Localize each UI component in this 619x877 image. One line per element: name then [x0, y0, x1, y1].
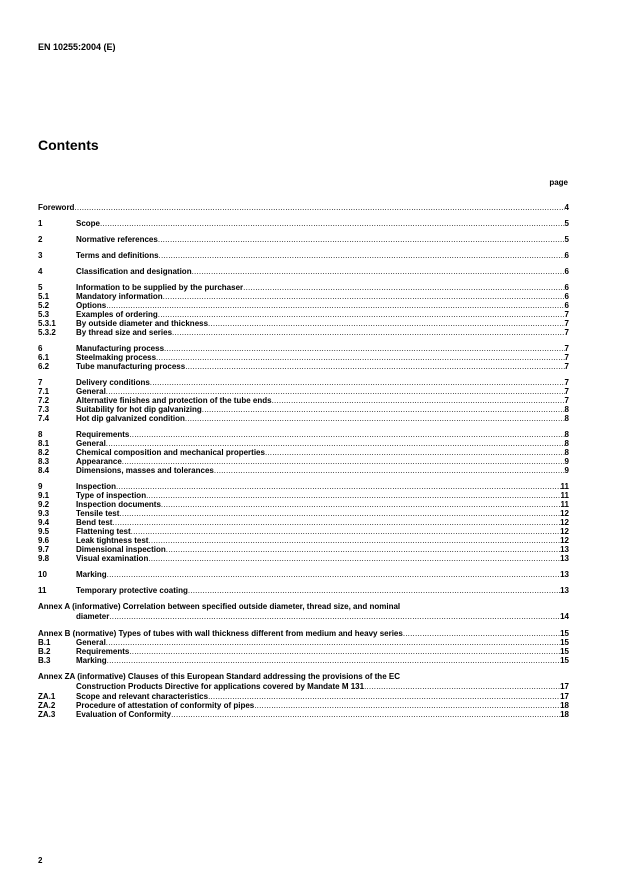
leader-dots [148, 536, 560, 545]
toc-entry[interactable] [38, 362, 569, 371]
toc-entry-page: 7 [564, 378, 569, 387]
leader-dots [364, 682, 560, 692]
table-of-contents [38, 203, 569, 719]
leader-dots [156, 353, 565, 362]
toc-entry-page: 18 [560, 701, 569, 710]
toc-entry-page: 13 [560, 554, 569, 563]
toc-entry[interactable] [38, 545, 569, 554]
toc-entry[interactable] [38, 310, 569, 319]
leader-dots [131, 527, 560, 536]
leader-dots [112, 518, 560, 527]
toc-entry-page: 12 [560, 527, 569, 536]
toc-entry-page: 13 [560, 586, 569, 595]
toc-entry-page: 7 [564, 362, 569, 371]
toc-entry-title: Temporary protective coating [76, 586, 188, 595]
toc-entry-page: 6 [564, 251, 569, 260]
toc-entry-page: 11 [560, 500, 569, 509]
toc-entry-number: ZA.3 [38, 710, 56, 719]
annex-za-page: 17 [560, 682, 569, 691]
toc-entry-number: 5.1 [38, 292, 50, 301]
toc-entry[interactable] [38, 430, 569, 439]
toc-entry-title: Manufacturing process [76, 344, 165, 353]
toc-entry-page: 7 [564, 353, 569, 362]
toc-entry-title: Inspection documents [76, 500, 161, 509]
annex-za-title-line2: Construction Products Directive for applications covered by Mandate M 131 [76, 682, 365, 691]
toc-entry[interactable] [38, 251, 569, 260]
leader-dots [100, 219, 565, 228]
leader-dots [146, 491, 560, 500]
leader-dots [214, 466, 565, 475]
toc-entry-page: 7 [564, 310, 569, 319]
leader-dots [129, 430, 564, 439]
toc-entry-title: Evaluation of Conformity [76, 710, 172, 719]
document-id: EN 10255:2004 (E) [38, 42, 116, 52]
leader-dots [243, 283, 564, 292]
toc-entry[interactable] [38, 491, 569, 500]
toc-entry-page: 6 [564, 292, 569, 301]
toc-entry-title: Dimensions, masses and tolerances [76, 466, 214, 475]
toc-entry[interactable] [38, 527, 569, 536]
annex-b-title: Annex B (normative) Types of tubes with wall thickness different from medium and heavy series [38, 629, 403, 638]
toc-entry-page: 8 [564, 414, 569, 423]
toc-entry-number: 3 [38, 251, 43, 260]
toc-entry-number: 9.4 [38, 518, 50, 527]
leader-dots [129, 647, 560, 656]
toc-entry-number: 5.3.2 [38, 328, 56, 337]
toc-entry-number: 9.5 [38, 527, 50, 536]
leader-dots [403, 629, 560, 638]
leader-dots [166, 545, 560, 554]
toc-entry-title: Requirements [76, 647, 130, 656]
toc-entry-number: 4 [38, 267, 43, 276]
toc-entry-page: 7 [564, 319, 569, 328]
toc-entry-title: Chemical composition and mechanical properties [76, 448, 265, 457]
toc-entry[interactable] [38, 203, 569, 212]
toc-entry-page: 6 [564, 283, 569, 292]
toc-entry-number: 8.4 [38, 466, 50, 475]
toc-entry[interactable] [38, 267, 569, 276]
toc-entry-title: General [76, 439, 106, 448]
leader-dots [158, 310, 565, 319]
leader-dots [106, 301, 564, 310]
toc-entry[interactable] [38, 518, 569, 527]
toc-entry-title: Classification and designation [76, 267, 192, 276]
toc-entry-page: 11 [560, 482, 569, 491]
toc-entry-title: Scope [76, 219, 101, 228]
leader-dots [265, 448, 565, 457]
toc-entry-title: General [76, 638, 106, 647]
toc-entry-page: 9 [564, 457, 569, 466]
toc-entry[interactable] [38, 387, 569, 396]
toc-entry[interactable] [38, 509, 569, 518]
toc-entry-title: Steelmaking process [76, 353, 157, 362]
toc-entry-title: Information to be supplied by the purchaser [76, 283, 244, 292]
toc-entry-title: Delivery conditions [76, 378, 150, 387]
toc-entry-page: 6 [564, 267, 569, 276]
toc-entry-title: Marking [76, 656, 107, 665]
leader-dots [161, 500, 561, 509]
toc-entry-number: 7 [38, 378, 43, 387]
toc-entry-title: Terms and definitions [76, 251, 159, 260]
toc-entry[interactable] [38, 554, 569, 563]
toc-entry-title: Flattening test [76, 527, 131, 536]
toc-entry-page: 18 [560, 710, 569, 719]
toc-entry-number: 9.3 [38, 509, 50, 518]
leader-dots [171, 710, 560, 719]
leader-dots [107, 570, 560, 579]
toc-entry-number: 9.6 [38, 536, 50, 545]
leader-dots [192, 267, 565, 276]
toc-entry-title: Suitability for hot dip galvanizing [76, 405, 202, 414]
toc-entry-number: 5.3.1 [38, 319, 56, 328]
toc-entry-number: 6 [38, 344, 43, 353]
toc-entry-page: 15 [560, 638, 569, 647]
toc-entry-page: 5 [564, 219, 569, 228]
toc-entry[interactable] [38, 448, 569, 457]
leader-dots [106, 439, 565, 448]
toc-entry-page: 17 [560, 692, 569, 701]
toc-entry-title: Foreword [38, 203, 75, 212]
toc-entry-title: By outside diameter and thickness [76, 319, 209, 328]
toc-entry-number: 9 [38, 482, 43, 491]
toc-entry-number: 7.1 [38, 387, 50, 396]
toc-entry-number: B.2 [38, 647, 51, 656]
toc-entry[interactable] [38, 570, 569, 579]
toc-entry[interactable] [38, 701, 569, 710]
leader-dots [106, 638, 560, 647]
toc-entry-number: 8 [38, 430, 43, 439]
toc-entry-page: 4 [564, 203, 569, 212]
toc-entry-number: ZA.1 [38, 692, 56, 701]
leader-dots [158, 235, 565, 244]
toc-entry-title: Normative references [76, 235, 158, 244]
leader-dots [107, 656, 560, 665]
toc-entry[interactable] [38, 586, 569, 595]
page-column-label: page [549, 178, 568, 187]
annex-a-page: 14 [560, 612, 569, 621]
annex-a-title-line1: Annex A (informative) Correlation between specified outside diameter, thread size, and nominal [38, 602, 401, 611]
toc-entry-number: 9.1 [38, 491, 50, 500]
toc-entry-number: 8.2 [38, 448, 50, 457]
leader-dots [208, 692, 560, 701]
toc-entry[interactable] [38, 439, 569, 448]
toc-entry-number: 9.2 [38, 500, 50, 509]
toc-entry[interactable] [38, 378, 569, 387]
toc-entry-number: 7.2 [38, 396, 50, 405]
toc-entry[interactable] [38, 710, 569, 719]
toc-entry-title: By thread size and series [76, 328, 173, 337]
leader-dots [106, 387, 565, 396]
toc-entry-number: B.3 [38, 656, 51, 665]
leader-dots [148, 554, 560, 563]
annex-a-title-line2: diameter [76, 612, 110, 621]
toc-entry[interactable] [38, 301, 569, 310]
toc-entry-title: Tube manufacturing process [76, 362, 186, 371]
leader-dots [150, 378, 565, 387]
toc-entry-title: General [76, 387, 106, 396]
toc-entry-page: 8 [564, 448, 569, 457]
page-number: 2 [38, 856, 43, 865]
leader-dots [159, 251, 565, 260]
toc-entry-number: 2 [38, 235, 43, 244]
toc-entry[interactable] [38, 692, 569, 701]
toc-entry-page: 15 [560, 656, 569, 665]
leader-dots [185, 414, 565, 423]
leader-dots [164, 344, 565, 353]
toc-entry[interactable] [38, 396, 569, 405]
toc-entry-page: 15 [560, 647, 569, 656]
toc-entry[interactable] [38, 344, 569, 353]
toc-entry[interactable] [38, 500, 569, 509]
toc-entry-title: Examples of ordering [76, 310, 158, 319]
toc-entry[interactable] [38, 536, 569, 545]
toc-entry-page: 11 [560, 491, 569, 500]
toc-entry-page: 9 [564, 466, 569, 475]
toc-entry[interactable] [38, 319, 569, 328]
toc-entry[interactable] [38, 638, 569, 647]
toc-entry-number: 7.3 [38, 405, 50, 414]
leader-dots [163, 292, 565, 301]
toc-entry-title: Scope and relevant characteristics [76, 692, 209, 701]
toc-entry-number: 9.7 [38, 545, 50, 554]
toc-entry[interactable] [38, 328, 569, 337]
toc-entry-title: Mandatory information [76, 292, 163, 301]
toc-entry[interactable] [38, 292, 569, 301]
toc-entry-page: 6 [564, 301, 569, 310]
leader-dots [272, 396, 565, 405]
toc-entry-title: Dimensional inspection [76, 545, 166, 554]
toc-entry-title: Bend test [76, 518, 113, 527]
toc-entry-number: 9.8 [38, 554, 50, 563]
toc-entry-page: 13 [560, 570, 569, 579]
toc-entry[interactable] [38, 457, 569, 466]
toc-entry-title: Procedure of attestation of conformity of pipes [76, 701, 255, 710]
leader-dots [119, 509, 560, 518]
toc-entry-number: 6.1 [38, 353, 50, 362]
toc-entry-title: Tensile test [76, 509, 120, 518]
toc-entry-page: 8 [564, 405, 569, 414]
toc-entry[interactable] [38, 219, 569, 228]
toc-entry-title: Appearance [76, 457, 122, 466]
leader-dots [74, 203, 564, 212]
toc-entry[interactable] [38, 405, 569, 414]
toc-entry[interactable] [38, 353, 569, 362]
toc-entry-number: 1 [38, 219, 43, 228]
toc-entry-page: 12 [560, 518, 569, 527]
toc-entry-page: 7 [564, 396, 569, 405]
toc-annex-b[interactable] [38, 629, 569, 638]
toc-entry-title: Visual examination [76, 554, 149, 563]
toc-entry-title: Marking [76, 570, 107, 579]
toc-entry-title: Type of inspection [76, 491, 147, 500]
leader-dots [208, 319, 565, 328]
toc-entry-page: 7 [564, 387, 569, 396]
toc-entry-title: Inspection [76, 482, 117, 491]
toc-entry-page: 12 [560, 536, 569, 545]
toc-entry[interactable] [38, 482, 569, 491]
leader-dots [185, 362, 564, 371]
leader-dots [254, 701, 560, 710]
toc-entry[interactable] [38, 656, 569, 665]
toc-entry-number: ZA.2 [38, 701, 56, 710]
toc-entry-title: Hot dip galvanized condition [76, 414, 185, 423]
leader-dots [122, 457, 565, 466]
toc-entry-page: 7 [564, 328, 569, 337]
toc-entry-number: 5 [38, 283, 43, 292]
toc-entry-title: Requirements [76, 430, 130, 439]
toc-entry-page: 12 [560, 509, 569, 518]
leader-dots [188, 586, 560, 595]
toc-entry-number: 8.1 [38, 439, 50, 448]
toc-entry-page: 8 [564, 430, 569, 439]
leader-dots [202, 405, 565, 414]
toc-entry-title: Leak tightness test [76, 536, 149, 545]
toc-entry[interactable] [38, 647, 569, 656]
leader-dots [116, 482, 561, 491]
page-title: Contents [38, 137, 99, 153]
toc-entry-number: 7.4 [38, 414, 50, 423]
leader-dots [109, 612, 560, 622]
toc-entry-title: Options [76, 301, 107, 310]
toc-entry-number: 5.2 [38, 301, 50, 310]
toc-annex-a[interactable] [38, 602, 569, 622]
toc-entry[interactable] [38, 283, 569, 292]
toc-entry[interactable] [38, 414, 569, 423]
toc-entry-number: 11 [38, 586, 47, 595]
toc-entry-number: 8.3 [38, 457, 50, 466]
toc-entry-page: 5 [564, 235, 569, 244]
annex-b-page: 15 [560, 629, 569, 638]
toc-entry-number: 6.2 [38, 362, 50, 371]
toc-entry-number: B.1 [38, 638, 51, 647]
toc-entry-number: 5.3 [38, 310, 50, 319]
leader-dots [172, 328, 565, 337]
toc-entry[interactable] [38, 235, 569, 244]
toc-entry-number: 10 [38, 570, 47, 579]
toc-entry-page: 8 [564, 439, 569, 448]
toc-annex-za[interactable] [38, 672, 569, 692]
toc-entry[interactable] [38, 466, 569, 475]
toc-entry-page: 13 [560, 545, 569, 554]
toc-entry-title: Alternative finishes and protection of the tube ends [76, 396, 272, 405]
annex-za-title-line1: Annex ZA (informative) Clauses of this European Standard addressing the provisions of the EC [38, 672, 400, 681]
toc-entry-page: 7 [564, 344, 569, 353]
